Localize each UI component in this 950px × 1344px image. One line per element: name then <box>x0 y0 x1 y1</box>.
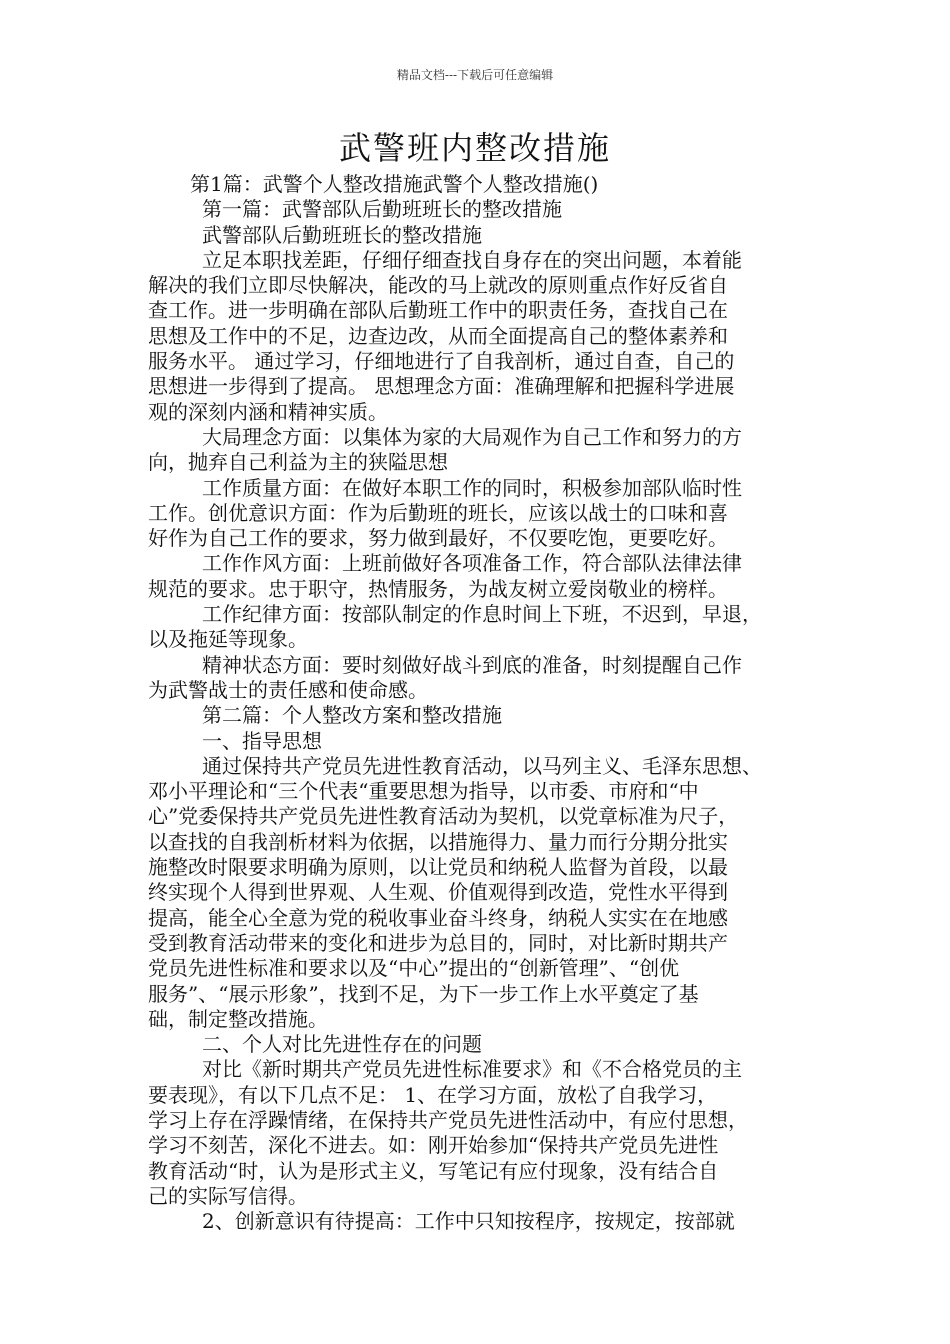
text-line: 提高，能全心全意为党的税收事业奋斗终身，纳税人实实在在地感 <box>148 905 728 930</box>
text-line: 础，制定整改措施。 <box>148 1006 328 1031</box>
text-line: 以及拖延等现象。 <box>148 627 308 652</box>
text-line: 心”党委保持共产党员先进性教育活动为契机，以党章标准为尺子， <box>148 804 739 829</box>
text-line: 邓小平理论和“三个代表“重要思想为指导，以市委、市府和“中 <box>148 779 699 804</box>
text-line: 观的深刻内涵和精神实质。 <box>148 399 388 424</box>
text-line: 以查找的自我剖析材料为依据，以措施得力、量力而行分期分批实 <box>148 829 728 854</box>
text-line: 通过保持共产党员先进性教育活动，以马列主义、毛泽东思想、 <box>202 753 762 778</box>
text-line: 一、指导思想 <box>202 728 322 753</box>
text-line: 为武警战士的责任感和使命感。 <box>148 677 428 702</box>
text-line: 2、创新意识有待提高：工作中只知按程序，按规定，按部就 <box>202 1209 735 1234</box>
text-line: 查工作。进一步明确在部队后勤班工作中的职责任务，查找自己在 <box>148 298 728 323</box>
text-line: 工作质量方面：在做好本职工作的同时，积极参加部队临时性 <box>202 475 742 500</box>
page-header: 精品文档---下载后可任意编辑 <box>396 68 554 82</box>
text-line: 学习上存在浮躁情绪，在保持共产党员先进性活动中，有应付思想， <box>148 1107 748 1132</box>
text-line: 对比《新时期共产党员先进性标准要求》和《不合格党员的主 <box>202 1057 742 1082</box>
text-line: 二、个人对比先进性存在的问题 <box>202 1032 482 1057</box>
text-line: 工作作风方面：上班前做好各项准备工作，符合部队法律法律 <box>202 551 742 576</box>
text-line: 工作。创优意识方面：作为后勤班的班长，应该以战士的口味和喜 <box>148 500 728 525</box>
text-line: 武警部队后勤班班长的整改措施 <box>202 222 482 247</box>
text-line: 要表现》，有以下几点不足： 1、在学习方面，放松了自我学习， <box>148 1082 718 1107</box>
text-line: 立足本职找差距，仔细仔细查找自身存在的突出问题，本着能 <box>202 247 742 272</box>
text-line: 第一篇：武警部队后勤班班长的整改措施 <box>202 197 562 222</box>
text-line: 终实现个人得到世界观、人生观、价值观得到改造，党性水平得到 <box>148 880 728 905</box>
text-line: 思想及工作中的不足，边查边改，从而全面提高自己的整体素养和 <box>148 323 728 348</box>
text-line: 解决的我们立即尽快解决，能改的马上就改的原则重点作好反省自 <box>148 273 728 298</box>
text-line: 教育活动“时，认为是形式主义，写笔记有应付现象，没有结合自 <box>148 1158 719 1183</box>
text-line: 受到教育活动带来的变化和进步为总目的，同时，对比新时期共产 <box>148 930 728 955</box>
text-line: 服务”、“展示形象”，找到不足，为下一步工作上水平奠定了基 <box>148 981 699 1006</box>
text-line: 规范的要求。忠于职守，热情服务，为战友树立爱岗敬业的榜样。 <box>148 576 728 601</box>
document-body <box>148 172 808 1234</box>
text-line: 大局理念方面：以集体为家的大局观作为自己工作和努力的方 <box>202 424 742 449</box>
text-line: 工作纪律方面：按部队制定的作息时间上下班，不迟到，早退， <box>202 602 762 627</box>
text-line: 己的实际写信得。 <box>148 1183 308 1208</box>
text-line: 第1篇：武警个人整改措施武警个人整改措施() <box>190 172 599 196</box>
text-line: 施整改时限要求明确为原则，以让党员和纳税人监督为首段，以最 <box>148 855 728 880</box>
text-line: 向，抛弃自己利益为主的狭隘思想 <box>148 450 448 475</box>
text-line: 思想进一步得到了提高。 思想理念方面：准确理解和把握科学进展 <box>148 374 735 399</box>
text-line: 服务水平。 通过学习，仔细地进行了自我剖析，通过自查，自己的 <box>148 349 735 374</box>
text-line: 第二篇：个人整改方案和整改措施 <box>202 703 502 728</box>
document-title: 武警班内整改措施 <box>338 129 611 167</box>
text-line: 好作为自己工作的要求，努力做到最好，不仅要吃饱，更要吃好。 <box>148 526 728 551</box>
text-line: 学习不刻苦，深化不进去。如：刚开始参加“保持共产党员先进性 <box>148 1133 719 1158</box>
text-line: 精神状态方面：要时刻做好战斗到底的准备，时刻提醒自己作 <box>202 652 742 677</box>
text-line: 党员先进性标准和要求以及“中心”提出的“创新管理”、“创优 <box>148 956 680 981</box>
